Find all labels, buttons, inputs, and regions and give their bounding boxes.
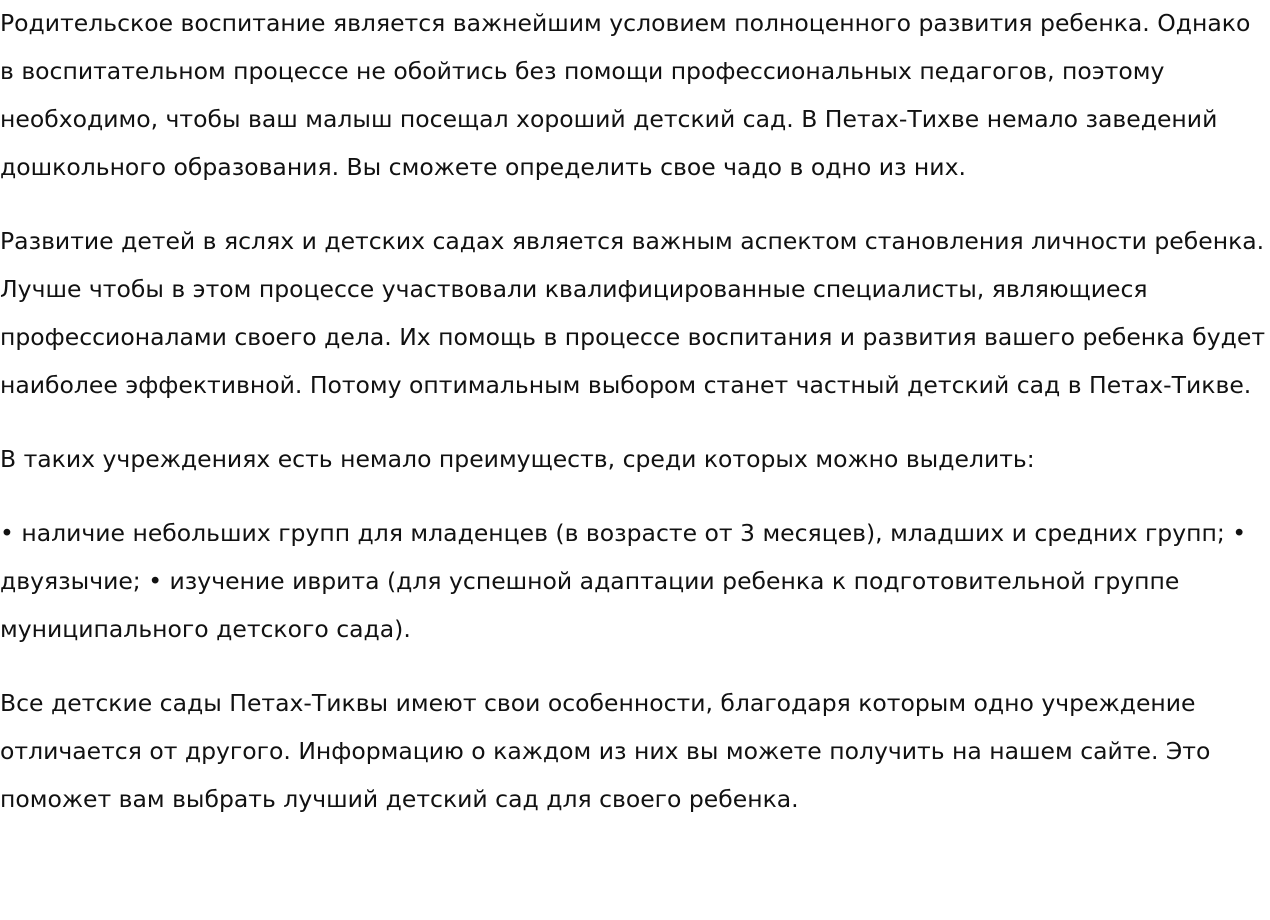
paragraph-development: Развитие детей в яслях и детских садах является важным аспектом становления личности ребенка. Лучше чтобы в этом процессе участвовали квалифицированные специалисты, являющиеся профессионалами своего дела. Их помощь в процессе воспитания и развития вашего ребенка будет наиболее эффективной. Потому оптимальным выбором станет частный детский сад в Петах-Тикве.: [0, 227, 1266, 399]
paragraph-intro: Родительское воспитание является важнейшим условием полноценного развития ребенка. Однако в воспитательном процессе не обойтись без помощи профессиональных педагогов, поэтому необходимо, чтобы ваш малыш посещал хороший детский сад. В Петах-Тихве немало заведений дошкольного образования. Вы сможете определить свое чадо в одно из них.: [0, 9, 1251, 181]
paragraph-advantages-list: • наличие небольших групп для младенцев (в возрасте от 3 месяцев), младших и средних групп; • двуязычие; • изучение иврита (для успешной адаптации ребенка к подготовительной группе муниципального детского сада).: [0, 519, 1247, 643]
paragraph-conclusion: Все детские сады Петах-Тиквы имеют свои особенности, благодаря которым одно учреждение отличается от другого. Информацию о каждом из них вы можете получить на нашем сайте. Это поможет вам выбрать лучший детский сад для своего ребенка.: [0, 689, 1211, 813]
paragraph-advantages-lead: В таких учреждениях есть немало преимуществ, среди которых можно выделить:: [0, 445, 1035, 473]
